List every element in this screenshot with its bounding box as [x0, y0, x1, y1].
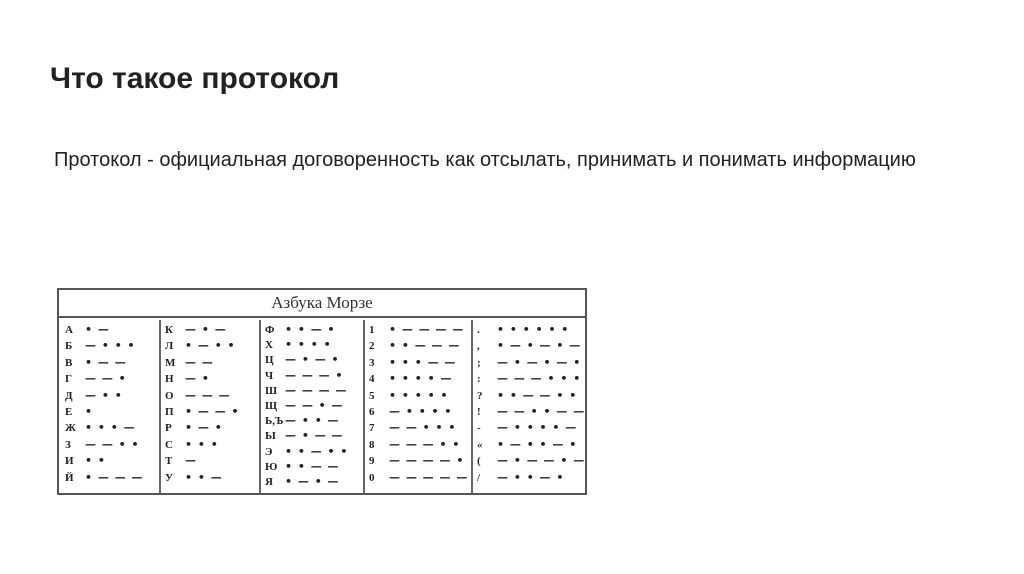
morse-symbol: С	[165, 438, 173, 451]
morse-row	[369, 388, 448, 404]
morse-column-5	[471, 320, 585, 493]
morse-row	[65, 355, 127, 371]
morse-code: • • — — —	[389, 339, 461, 353]
morse-row	[65, 322, 110, 338]
morse-code: • — — —	[85, 470, 144, 484]
morse-symbol: З	[65, 438, 71, 451]
morse-code: • • • —	[85, 421, 136, 435]
morse-code: — • — — • —	[497, 454, 586, 468]
morse-symbol: «	[477, 438, 483, 451]
morse-row	[369, 453, 464, 469]
morse-code: — • • — •	[497, 470, 565, 484]
morse-row	[265, 368, 344, 384]
morse-code: — — — — •	[389, 454, 465, 468]
morse-code: • • • • —	[389, 372, 453, 386]
morse-code: • • •	[185, 437, 219, 451]
morse-symbol: У	[165, 471, 174, 484]
morse-symbol: Ц	[265, 354, 274, 367]
morse-code: — • •	[85, 388, 123, 402]
morse-symbol: 6	[369, 406, 375, 418]
morse-row	[65, 404, 93, 420]
morse-code: — — • • — —	[497, 405, 586, 418]
morse-row	[65, 470, 144, 486]
morse-row	[65, 420, 136, 436]
morse-table-header: Азбука Морзе	[59, 290, 585, 318]
morse-code: • • —	[185, 470, 223, 484]
morse-symbol: Й	[65, 471, 74, 484]
morse-row	[65, 388, 123, 404]
morse-symbol: (	[477, 455, 481, 468]
morse-symbol: 8	[369, 438, 375, 451]
morse-symbol: А	[65, 324, 73, 336]
morse-column-3	[259, 320, 365, 493]
morse-symbol: Х	[265, 339, 273, 352]
morse-symbol: К	[165, 324, 173, 336]
morse-code: • — •	[185, 421, 223, 435]
morse-row	[369, 420, 456, 436]
morse-symbol: :	[477, 373, 481, 386]
morse-code: • • — —	[285, 459, 340, 473]
morse-symbol: Ы	[265, 430, 276, 443]
slide-title: Что такое протокол	[50, 62, 340, 95]
morse-code: • — • —	[285, 475, 340, 488]
morse-symbol: Ф	[265, 324, 275, 336]
morse-code: — —	[185, 355, 214, 369]
morse-row	[477, 437, 577, 453]
morse-row	[165, 338, 236, 354]
morse-symbol: /	[477, 471, 481, 484]
morse-symbol: Л	[165, 340, 174, 353]
morse-row	[65, 437, 140, 453]
morse-symbol: Ь,Ъ	[265, 415, 284, 428]
morse-row	[165, 355, 214, 371]
morse-code: — — • • •	[389, 421, 457, 435]
morse-symbol: ,	[477, 340, 480, 353]
morse-symbol: Ш	[265, 384, 278, 397]
morse-symbol: Е	[65, 406, 73, 418]
morse-row	[265, 398, 344, 414]
morse-code: • • — •	[285, 323, 336, 336]
morse-symbol: 4	[369, 373, 375, 386]
morse-code: •	[85, 405, 94, 418]
morse-symbol: Д	[65, 389, 73, 402]
morse-symbol: В	[65, 356, 73, 369]
morse-symbol: 3	[369, 356, 375, 369]
morse-code: — • • —	[285, 414, 340, 428]
morse-symbol: 0	[369, 471, 375, 484]
morse-row	[265, 352, 340, 368]
morse-code: — • — •	[285, 353, 340, 367]
morse-code: —	[185, 454, 197, 468]
morse-column-2	[159, 320, 261, 493]
morse-code: • — —	[85, 355, 127, 369]
morse-row	[265, 383, 348, 399]
morse-row	[265, 444, 348, 460]
morse-row	[477, 420, 577, 436]
morse-code: • • • • • •	[497, 323, 570, 336]
morse-code: — — — —	[285, 383, 348, 397]
morse-row	[477, 404, 585, 420]
morse-symbol: 2	[369, 340, 375, 353]
morse-code-table	[57, 288, 587, 495]
morse-symbol: Т	[165, 455, 173, 468]
slide-body-text: Протокол - официальная договоренность как отсылать, принимать и понимать информацию	[54, 149, 916, 171]
morse-code: — • —	[185, 323, 227, 336]
morse-table-body	[59, 320, 585, 493]
morse-symbol: 1	[369, 324, 375, 336]
morse-code: — • — • — •	[497, 355, 582, 369]
morse-code: • — — •	[185, 405, 240, 418]
morse-code: — • • • • —	[497, 421, 578, 435]
morse-row	[165, 453, 197, 469]
morse-symbol: О	[165, 389, 174, 402]
morse-row	[477, 338, 581, 354]
morse-symbol: И	[65, 455, 74, 468]
morse-row	[265, 337, 332, 353]
morse-row	[477, 371, 581, 387]
morse-code: — — • •	[85, 437, 140, 451]
morse-code: • — • • — •	[497, 437, 578, 451]
morse-symbol: Р	[165, 422, 172, 435]
morse-symbol: .	[477, 324, 480, 336]
morse-code: — — —	[185, 388, 231, 402]
morse-row	[65, 453, 106, 469]
morse-code: • — • •	[185, 339, 236, 353]
morse-symbol: ;	[477, 356, 481, 369]
morse-row	[477, 453, 585, 469]
morse-row	[165, 322, 227, 338]
morse-code: — • • •	[85, 339, 136, 353]
morse-row	[165, 420, 223, 436]
morse-symbol: П	[165, 406, 174, 418]
morse-code: — — — • • •	[497, 372, 582, 386]
morse-row	[369, 404, 452, 420]
morse-code: — • • • •	[389, 405, 453, 418]
morse-code: — • — —	[285, 429, 344, 443]
morse-symbol: Э	[265, 445, 273, 458]
morse-row	[369, 338, 460, 354]
morse-symbol: Ч	[265, 369, 274, 382]
morse-code: • —	[85, 323, 110, 336]
morse-code: — — •	[85, 372, 127, 386]
morse-symbol: М	[165, 356, 176, 369]
morse-row	[369, 355, 456, 371]
morse-row	[165, 388, 231, 404]
morse-symbol: Ю	[265, 460, 278, 473]
morse-row	[369, 437, 460, 453]
morse-symbol: 5	[369, 389, 375, 402]
morse-code: • • — — • •	[497, 388, 578, 402]
morse-row	[65, 338, 136, 354]
morse-row	[369, 371, 452, 387]
morse-symbol: 7	[369, 422, 375, 435]
morse-row	[477, 322, 569, 338]
morse-row	[165, 470, 223, 486]
morse-code: — — • —	[285, 399, 344, 412]
morse-row	[165, 371, 210, 387]
morse-symbol: Б	[65, 340, 73, 353]
morse-row	[369, 470, 468, 486]
morse-code: • • • — —	[389, 355, 457, 369]
morse-row	[165, 404, 240, 420]
morse-code: — — — • •	[389, 437, 461, 451]
morse-code: • — — — —	[389, 323, 465, 336]
morse-column-1	[59, 320, 161, 493]
morse-code: • • • • •	[389, 388, 449, 402]
morse-code: — — — •	[285, 368, 344, 382]
morse-code: • • • •	[285, 338, 332, 352]
morse-symbol: -	[477, 422, 481, 435]
morse-symbol: Н	[165, 373, 174, 386]
morse-column-4	[363, 320, 473, 493]
morse-row	[65, 371, 127, 387]
morse-symbol: ?	[477, 389, 483, 402]
morse-symbol: !	[477, 406, 481, 418]
morse-code: • •	[85, 454, 106, 468]
morse-row	[265, 428, 344, 444]
morse-code: • — • — • —	[497, 339, 582, 353]
morse-symbol: Щ	[265, 400, 278, 412]
morse-row	[477, 388, 577, 404]
morse-symbol: Ж	[65, 422, 76, 435]
morse-code: — — — — —	[389, 470, 469, 484]
morse-row	[165, 437, 219, 453]
morse-symbol: Г	[65, 373, 72, 386]
morse-row	[265, 474, 340, 490]
morse-row	[477, 355, 581, 371]
morse-symbol: Я	[265, 476, 273, 488]
morse-row	[265, 413, 340, 429]
morse-code: — •	[185, 372, 210, 386]
morse-row	[477, 470, 564, 486]
morse-row	[265, 459, 340, 475]
morse-row	[265, 322, 336, 338]
morse-row	[369, 322, 464, 338]
morse-code: • • — • •	[285, 444, 349, 458]
morse-symbol: 9	[369, 455, 375, 468]
